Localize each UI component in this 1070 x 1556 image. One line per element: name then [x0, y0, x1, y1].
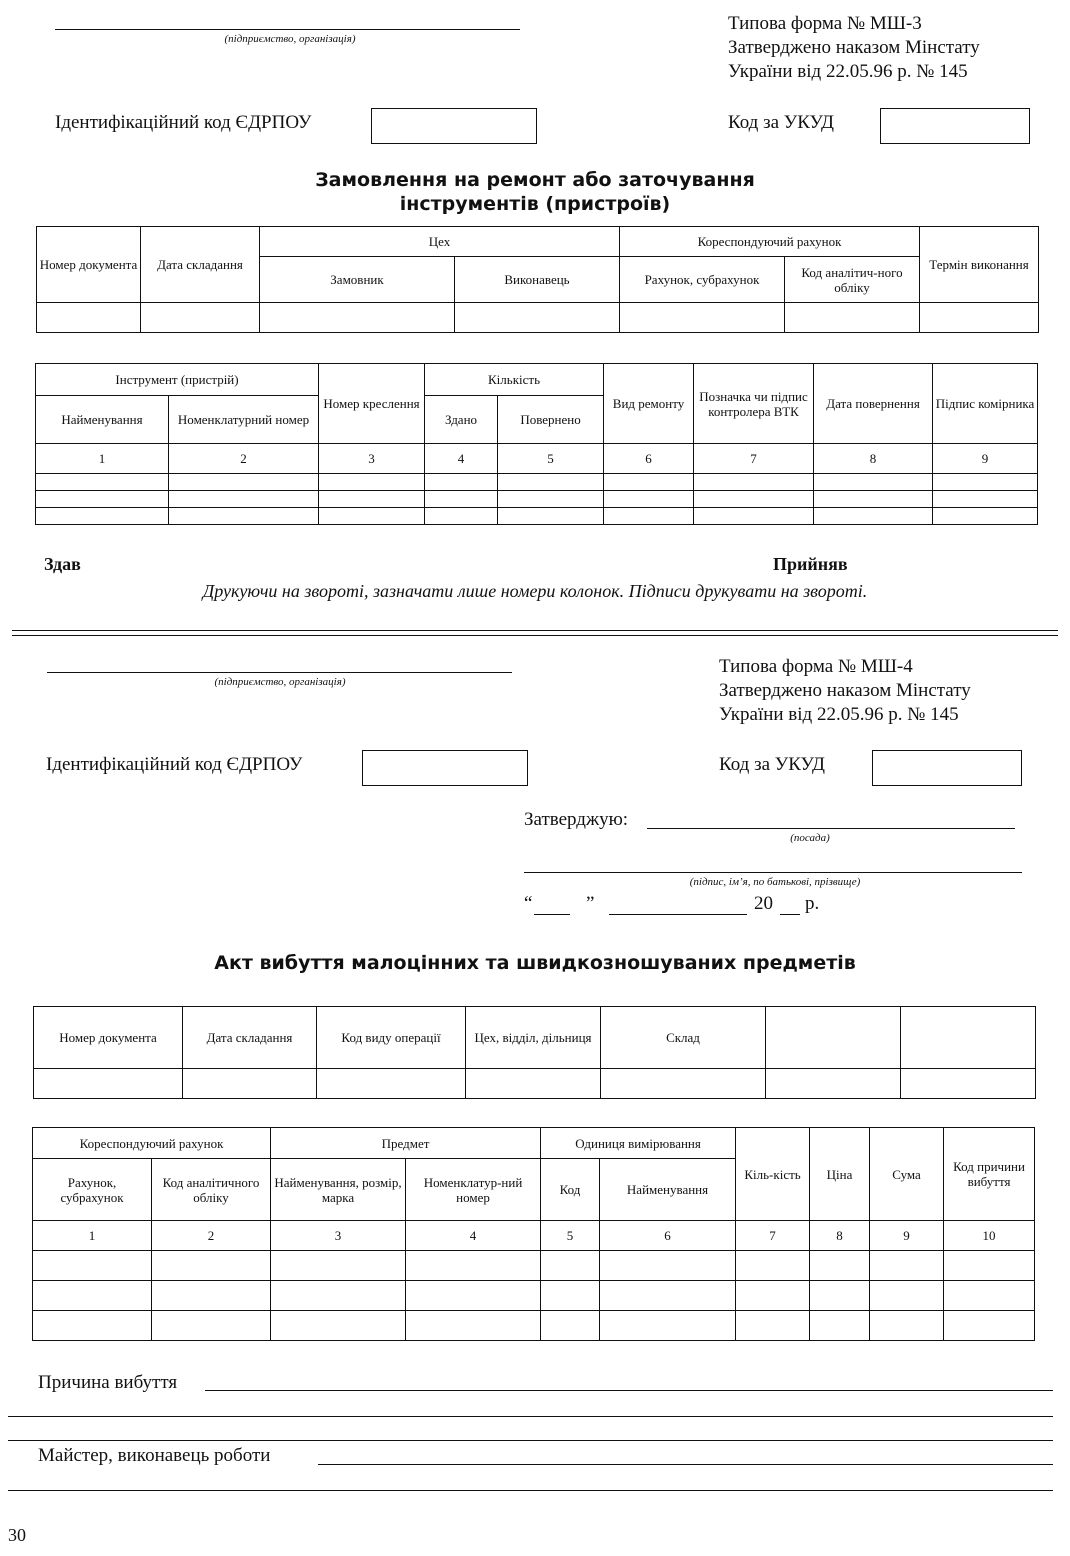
table-cell[interactable]: [37, 303, 141, 333]
act-header-table: [33, 1006, 1036, 1099]
date-close-quote: ”: [586, 893, 595, 914]
day-line[interactable]: [534, 914, 570, 915]
table-cell[interactable]: [933, 508, 1038, 525]
table-cell[interactable]: [785, 303, 920, 333]
table-cell[interactable]: [466, 1069, 601, 1099]
table-cell[interactable]: [766, 1069, 901, 1099]
master-line-2[interactable]: [8, 1490, 1053, 1491]
col-keeper-sign: Підпис комірника: [933, 364, 1038, 444]
col-item-name: Найменування, розмір, марка: [271, 1159, 406, 1221]
table-cell[interactable]: [814, 474, 933, 491]
table-cell[interactable]: [33, 1281, 152, 1311]
table-cell[interactable]: [810, 1251, 870, 1281]
table-row: [36, 508, 1038, 525]
table-cell[interactable]: [36, 474, 169, 491]
table-cell[interactable]: [541, 1251, 600, 1281]
table-cell[interactable]: [944, 1281, 1035, 1311]
table-row: [33, 1311, 1035, 1341]
col-number: 8: [810, 1221, 870, 1251]
col-number: 3: [319, 444, 425, 474]
master-label: Майстер, виконавець роботи: [38, 1445, 271, 1466]
table-cell[interactable]: [694, 508, 814, 525]
table-row: [33, 1281, 1035, 1311]
col-otk-mark: Позначка чи підпис контролера ВТК: [694, 364, 814, 444]
table-cell[interactable]: [604, 508, 694, 525]
col-unit-name: Найменування: [600, 1159, 736, 1221]
year-prefix: 20: [754, 893, 773, 914]
table-cell[interactable]: [944, 1311, 1035, 1341]
table-cell[interactable]: [169, 508, 319, 525]
col-doc-number: Номер документа: [34, 1007, 183, 1069]
table-cell[interactable]: [319, 474, 425, 491]
table-cell[interactable]: [736, 1281, 810, 1311]
separator-line: [12, 635, 1058, 636]
col-number: 7: [694, 444, 814, 474]
col-nomen-number: Номенклатур-ний номер: [406, 1159, 541, 1221]
table-cell[interactable]: [183, 1069, 317, 1099]
col-number: 1: [33, 1221, 152, 1251]
table-cell[interactable]: [810, 1281, 870, 1311]
year-line[interactable]: [780, 914, 800, 915]
col-account: Рахунок, субрахунок: [620, 257, 785, 303]
org-caption: (підприємство, організація): [214, 676, 346, 688]
table-cell[interactable]: [604, 491, 694, 508]
table-cell[interactable]: [814, 508, 933, 525]
table-cell[interactable]: [152, 1251, 271, 1281]
table-cell[interactable]: [620, 303, 785, 333]
table-cell[interactable]: [406, 1251, 541, 1281]
table-cell[interactable]: [600, 1281, 736, 1311]
col-quantity: Кількість: [425, 364, 604, 396]
table-cell[interactable]: [425, 491, 498, 508]
col-number: 4: [425, 444, 498, 474]
table-cell[interactable]: [736, 1251, 810, 1281]
col-doc-number: Номер документа: [37, 227, 141, 303]
print-note: Друкуючи на звороті, зазначати лише номери колонок. Підписи друкувати на звороті.: [202, 581, 868, 601]
table-cell[interactable]: [498, 491, 604, 508]
table-cell[interactable]: [604, 474, 694, 491]
col-corr-account: Кореспондуючий рахунок: [620, 227, 920, 257]
table-cell[interactable]: [36, 508, 169, 525]
col-warehouse: Склад: [601, 1007, 766, 1069]
col-reason-code: Код причини вибуття: [944, 1128, 1035, 1221]
col-unit-code: Код: [541, 1159, 600, 1221]
ukud-field[interactable]: [872, 750, 1022, 786]
table-cell[interactable]: [152, 1281, 271, 1311]
position-caption: (посада): [790, 832, 830, 844]
table-cell[interactable]: [33, 1251, 152, 1281]
col-doc-date: Дата складання: [141, 227, 260, 303]
handed-label: Здав: [44, 554, 81, 574]
table-cell[interactable]: [814, 491, 933, 508]
col-workshop: Цех: [260, 227, 620, 257]
table-cell[interactable]: [406, 1311, 541, 1341]
table-cell[interactable]: [317, 1069, 466, 1099]
edrpou-field[interactable]: [362, 750, 528, 786]
table-row: [33, 1251, 1035, 1281]
form2-title: Акт вибуття малоцінних та швидкозношуваних предметів: [214, 952, 856, 974]
form-number: Типова форма № МШ-4: [719, 656, 913, 677]
table-cell[interactable]: [498, 508, 604, 525]
approval-order: Затверджено наказом Мінстату: [719, 680, 971, 701]
col-returned: Повернено: [498, 396, 604, 444]
edrpou-label: Ідентифікаційний код ЄДРПОУ: [46, 754, 303, 775]
table-cell[interactable]: [34, 1069, 183, 1099]
col-item: Предмет: [271, 1128, 541, 1159]
page-number: 30: [8, 1525, 26, 1545]
col-handed: Здано: [425, 396, 498, 444]
table-cell[interactable]: [425, 508, 498, 525]
col-drawing-number: Номер креслення: [319, 364, 425, 444]
table-cell[interactable]: [600, 1251, 736, 1281]
col-number: 4: [406, 1221, 541, 1251]
form-info: [728, 12, 1048, 84]
table-cell[interactable]: [271, 1251, 406, 1281]
col-number: 2: [169, 444, 319, 474]
date-open-quote: “: [524, 893, 533, 914]
col-quantity: Кіль-кість: [736, 1128, 810, 1221]
table-cell[interactable]: [870, 1311, 944, 1341]
col-deadline: Термін виконання: [920, 227, 1039, 303]
table-cell[interactable]: [736, 1311, 810, 1341]
col-workshop: Цех, відділ, дільниця: [466, 1007, 601, 1069]
table-cell[interactable]: [944, 1251, 1035, 1281]
order-header-table: [36, 226, 1039, 333]
table-cell[interactable]: [169, 491, 319, 508]
col-analytic-code: Код аналітичного обліку: [152, 1159, 271, 1221]
table-cell[interactable]: [541, 1311, 600, 1341]
table-cell[interactable]: [498, 474, 604, 491]
col-return-date: Дата повернення: [814, 364, 933, 444]
reason-line-3[interactable]: [8, 1440, 1053, 1441]
col-number: 10: [944, 1221, 1035, 1251]
col-corr-account: Кореспондуючий рахунок: [33, 1128, 271, 1159]
edrpou-field[interactable]: [371, 108, 537, 144]
table-cell[interactable]: [33, 1311, 152, 1341]
col-doc-date: Дата складання: [183, 1007, 317, 1069]
reason-line-2[interactable]: [8, 1416, 1053, 1417]
ukud-label: Код за УКУД: [728, 112, 835, 133]
form-info: [719, 655, 1049, 727]
table-cell[interactable]: [694, 491, 814, 508]
col-number: 8: [814, 444, 933, 474]
approve-label: Затверджую:: [524, 809, 629, 830]
items-table: [32, 1127, 1035, 1341]
table-cell[interactable]: [152, 1311, 271, 1341]
approval-date-row: [524, 893, 844, 919]
col-number: 9: [933, 444, 1038, 474]
table-cell[interactable]: [600, 1311, 736, 1341]
form1-title-line1: Замовлення на ремонт або заточування: [315, 169, 755, 191]
instrument-table: [35, 363, 1038, 525]
org-name-line: [47, 672, 512, 673]
col-price: Ціна: [810, 1128, 870, 1221]
table-cell[interactable]: [319, 491, 425, 508]
col-number: 6: [604, 444, 694, 474]
col-number: 1: [36, 444, 169, 474]
table-cell[interactable]: [694, 474, 814, 491]
org-caption: (підприємство, організація): [224, 33, 356, 45]
org-name-line: [55, 29, 520, 30]
col-repair-type: Вид ремонту: [604, 364, 694, 444]
table-cell[interactable]: [271, 1311, 406, 1341]
table-cell[interactable]: [901, 1069, 1036, 1099]
col-number: 2: [152, 1221, 271, 1251]
edrpou-label: Ідентифікаційний код ЄДРПОУ: [55, 112, 312, 133]
col-blank: [901, 1007, 1036, 1069]
table-cell[interactable]: [920, 303, 1039, 333]
table-cell[interactable]: [260, 303, 455, 333]
col-blank: [766, 1007, 901, 1069]
table-cell[interactable]: [271, 1281, 406, 1311]
table-cell[interactable]: [541, 1281, 600, 1311]
month-line[interactable]: [609, 914, 747, 915]
signature-caption: (підпис, ім’я, по батькові, прізвище): [689, 876, 861, 888]
approval-order: Затверджено наказом Мінстату: [728, 37, 980, 58]
ukud-field[interactable]: [880, 108, 1030, 144]
position-line[interactable]: [647, 828, 1015, 829]
col-number: 5: [541, 1221, 600, 1251]
year-suffix: р.: [805, 893, 820, 914]
col-sum: Сума: [870, 1128, 944, 1221]
col-instrument: Інструмент (пристрій): [36, 364, 319, 396]
table-cell[interactable]: [36, 491, 169, 508]
table-row: [36, 474, 1038, 491]
col-number: 7: [736, 1221, 810, 1251]
accepted-label: Прийняв: [773, 554, 848, 574]
table-cell[interactable]: [933, 491, 1038, 508]
ukud-label: Код за УКУД: [719, 754, 826, 775]
table-cell[interactable]: [933, 474, 1038, 491]
col-executor: Виконавець: [455, 257, 620, 303]
table-cell[interactable]: [870, 1281, 944, 1311]
table-cell[interactable]: [141, 303, 260, 333]
table-cell[interactable]: [455, 303, 620, 333]
table-cell[interactable]: [319, 508, 425, 525]
table-cell[interactable]: [406, 1281, 541, 1311]
signature-line[interactable]: [524, 872, 1022, 873]
approval-date: України від 22.05.96 р. № 145: [719, 704, 959, 725]
table-cell[interactable]: [810, 1311, 870, 1341]
approval-date: України від 22.05.96 р. № 145: [728, 61, 968, 82]
col-op-code: Код виду операції: [317, 1007, 466, 1069]
separator-line: [12, 630, 1058, 631]
col-number: 5: [498, 444, 604, 474]
col-number: 3: [271, 1221, 406, 1251]
col-number: 9: [870, 1221, 944, 1251]
col-analytic-code: Код аналітич-ного обліку: [785, 257, 920, 303]
col-nomen-number: Номенклатурний номер: [169, 396, 319, 444]
col-account: Рахунок, субрахунок: [33, 1159, 152, 1221]
col-unit: Одиниця вимірювання: [541, 1128, 736, 1159]
col-name: Найменування: [36, 396, 169, 444]
table-cell[interactable]: [169, 474, 319, 491]
table-cell[interactable]: [601, 1069, 766, 1099]
table-row: [36, 491, 1038, 508]
table-cell[interactable]: [870, 1251, 944, 1281]
col-number: 6: [600, 1221, 736, 1251]
reason-line[interactable]: [205, 1390, 1053, 1391]
master-line[interactable]: [318, 1464, 1053, 1465]
reason-label: Причина вибуття: [38, 1372, 178, 1393]
table-cell[interactable]: [425, 474, 498, 491]
form1-title-line2: інструментів (пристроїв): [399, 193, 671, 215]
col-customer: Замовник: [260, 257, 455, 303]
form-number: Типова форма № МШ-3: [728, 13, 922, 34]
